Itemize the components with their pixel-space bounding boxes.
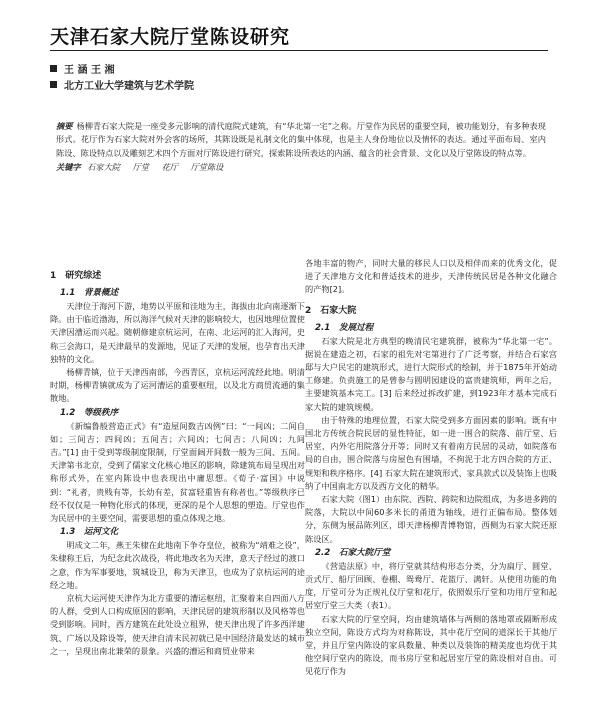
paragraph: 《营造法原》中，将厅堂就其结构形态分类，分为扁厅、圆堂、贡式厅、船厅回顾、卷棚、鸳鸯厅、花篮厅、满轩。从使用功能的角度，厅堂可分为正规礼仪厅堂和花厅，依照娱乐厅堂和功用厅堂和起居室厅堂三大类（表1）。 (305, 560, 557, 611)
paragraph: 京杭大运河使天津作为北方重要的漕运枢纽，汇聚着来自四面八方的人群，受到人口构成原因的影响，天津民居的建筑形制以及风格等也受到影响。同时，西方建筑在此处设立租界，使天津出现了许多西洋建筑、广场以及除设等，使天津自清末民初就已是中国经济最发达的城市之一，呈现出南北兼荣的景象。兴盛的漕运和商贸业带来 (50, 593, 305, 656)
keywords-label: 关键字 (56, 162, 81, 173)
subsection-heading: 1.1 背景概述 (60, 288, 119, 298)
keywords (56, 161, 546, 174)
right-column (305, 257, 557, 679)
authors: 王 涵 王 湘 (64, 65, 115, 76)
paragraph: 明成文二年，燕王朱棣在此地南下争夺皇位，被称为“靖难之役”，朱棣称王后，为纪念此次战役，将此地改名为天津，意天子经过的渡口之意，作为军事要地，筑城设卫，称为天津卫，也成为了京杭运河的途经之地。 (50, 540, 305, 590)
bullet-square-icon (50, 65, 57, 72)
affiliation: 北方工业大学建筑与艺术学院 (64, 81, 194, 92)
keyword: 厅堂 (132, 162, 149, 173)
authors-line (50, 61, 114, 76)
paragraph: 石家大院的厅堂空间，均由建筑墙体与两侧的落地罩或隔断形成独立空间，陈设方式均为对称陈设，其中花厅空间的道深长于其他厅堂，并且厅堂内陈设的家具数量、种类以及装饰的精美度也均优于其他空间厅堂内的陈设，而书房厅堂和起居室厅堂的陈设相对自由。可见花厅作为 (305, 613, 557, 677)
title-rule (50, 50, 548, 51)
left-column (50, 257, 305, 658)
paragraph: 各地丰富的物产，同时大量的移民人口以及相伴而来的优秀文化，促进了天津地方文化和普适技术的进步，天津传统民居是各种文化融合的产物[2]。 (305, 258, 557, 295)
section-heading: 1 研究综述 (50, 271, 102, 281)
subsection-heading: 1.3 运河文化 (60, 527, 119, 538)
paper-title: 天津石家大院厅堂陈设研究 (50, 26, 291, 48)
abstract-text: 杨柳青石家大院是一座受多元影响的清代庭院式建筑，有“华北第一宅”之称。厅堂作为民居的重要空间，被功能划分，有多种表现形式。花厅作为石家大院对外会客的场所，其陈设既是礼制文化的集中体现，也是主人身份地位以及情怀的表达。通过平面布局、室内陈设、陈设特点以及雕刻艺术四个方面对厅陈设进行研究，探索陈设所表达的内涵、蕴含的社会背景、文化以及厅堂陈设的特点等。 (56, 121, 546, 158)
keyword: 厅堂陈设 (190, 162, 224, 173)
section-heading: 2 石家大院 (305, 305, 357, 316)
abstract-label: 摘要 (56, 121, 73, 131)
subsection-heading: 1.2 等级秩序 (60, 407, 119, 418)
paragraph: 《新编鲁般营造正式》有“造屋间数吉凶例”曰：“一间凶；二间自如；三间吉；四间凶；五间吉；六间凶；七间吉；八间凶；九间吉。”[1] 由于受到等级制度限制，厅堂面阔开间数一般为三间、五间。天津第书北京，受到了儒家文化核心地区的影响，除建筑布局呈现出对称形式外，在室内陈设中也表现出中庸思想。《荀子·富国》中说到：“礼者，贵贱有等，长幼有差，贫富轻重皆有称者也。”等级秩序已经不仅仅是一种物化形式的体现，更深的是个人思想的塑造。厅堂也作为民居中的主要空间，需要思想的重点体现之地。 (50, 420, 305, 524)
paragraph: 由于特殊的地理位置，石家大院受到多方面因素的影响。既有中国北方传统合院民居的显性特征，如一进一围合的院落、前厅堂、后居室，内外宅用院落分开等；同时又有着南方民居的灵动，如院落布局的自由，围合院落与房屋色有围墙，不拘泥于北方四合院的方正、规矩和秩序格序。[4] 石家大院在建筑形式、家具款式以及装饰上也吸纳了中国南北方以及西方文化的精华。 (305, 414, 557, 491)
abstract-block (56, 120, 546, 175)
bullet-square-icon (50, 81, 57, 88)
paragraph: 杨柳青镇，位于天津西南部，今西青区，京杭运河流经此地。明清时期，杨柳青镇就成为了运河漕运的重要枢纽，以及北方商贸流通的集散地。 (50, 367, 305, 404)
subsection-heading: 2.1 发展过程 (315, 322, 374, 333)
paragraph: 石家大院（图1）由东院、西院、跨院和边院组成，为多进多跨的院落，大院以中间60多米长的甬道为轴线，进行正偏布局。整体划分，东侧为展品陈列区，即天津杨柳青博物馆，西侧为石家大院还原陈设区。 (305, 494, 557, 544)
keyword: 石家大院 (87, 162, 120, 173)
paragraph: 石家大院是北方典型的晚清民宅建筑群，被称为“华北第一宅”。据说在建造之初，石家的祖先对宅第进行了广泛考察，并结合石家宫邸与大户民宅的建筑形式，进行大院形式的绘制，并于1875年开始动工修建。负责施工的是曾参与圆明园建设的富贵建筑师，两年之后，主要建筑基本完工。[3] 后来经过拆改扩建，到1923年才基本完成石家大院的建筑规模。 (305, 335, 557, 412)
affiliation-line (50, 77, 194, 92)
abstract (56, 120, 546, 160)
subsection-heading: 2.2 石家大院厅堂 (315, 547, 391, 558)
paragraph: 天津位于海河下游，地势以平原和洼地为主，海拔由北向南逐渐下降。由于临近渤海，所以海洋气候对天津的影响较大，也因地理位置使天津因漕运而兴起。随朝修建京杭运河，在南、北运河的汇入海河，史称三会海口，是天津最早的发源地，见证了天津的发展，也孕育出天津独特的文化。 (50, 301, 305, 364)
keyword: 花厅 (161, 162, 178, 173)
